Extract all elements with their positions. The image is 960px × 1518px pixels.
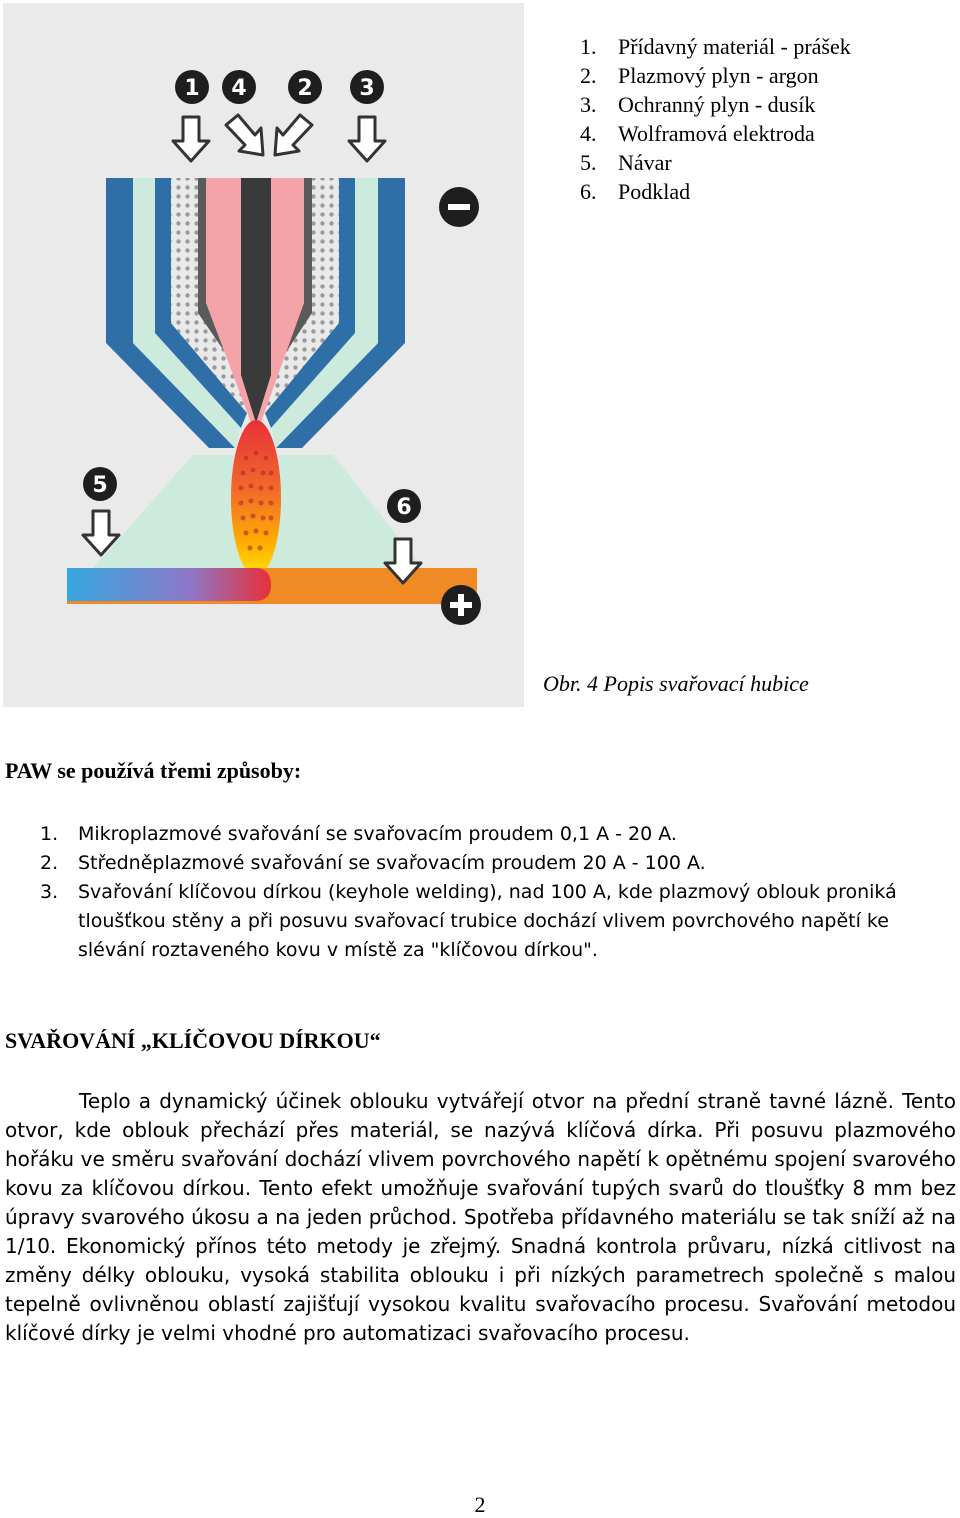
tungsten-electrode <box>241 178 271 423</box>
list-item: 3. Svařování klíčovou dírkou (keyhole welding), nad 100 A, kde plazmový oblouk proniká tloušťkou stěny a při posuvu svařovací trubice dochází vlivem povrchového napětí ke slévání roztaveného kovu v místě za "klíčovou dírkou". <box>40 881 897 961</box>
keyhole-paragraph: Teplo a dynamický účinek oblouku vytvářejí otvor na přední straně tavné lázně. Tento otvor, kde oblouk přechází přes materiál, se nazývá klíčová dírka. Při posuvu plazmového hořáku ve směru svařování dochází vlivem povrchového napětí k opětnému spojení svarového kovu za klíčovou dírkou. Tento efekt umožňuje svařování tupých svarů do tloušťky 8 mm bez úpravy svarového úkosu a na jeden průchod. Spotřeba přídavného materiálu se tak sníží až na 1/10. Ekonomický přínos této metody je zřejmý. Snadná kontrola průvaru, nízká citlivost na změny délky oblouku, vysoká stabilita oblouku i při nízkých parametrech společně s malou tepelně ovlivněnou oblastí zajišťují vysokou kvalitu svařovacího procesu. Svařování metodou klíčové dírky je velmi vhodné pro automatizaci svařovacího procesu. <box>5 1089 956 1345</box>
minus-pole-icon <box>439 187 479 227</box>
welding-nozzle-diagram <box>3 3 524 707</box>
paw-methods-list <box>40 820 940 965</box>
figure-caption: Obr. 4 Popis svařovací hubice <box>543 671 809 696</box>
legend-item: 1. Přídavný materiál - prášek <box>580 34 851 59</box>
paw-heading: PAW se používá třemi způsoby: <box>5 758 302 783</box>
marker-4 <box>222 70 256 104</box>
svg-text:4: 4 <box>231 76 247 101</box>
svg-text:5: 5 <box>92 473 108 498</box>
legend-item: 4. Wolframová elektroda <box>580 121 815 146</box>
legend-item: 2. Plazmový plyn - argon <box>580 63 819 88</box>
weld-bead <box>67 568 271 601</box>
svg-text:1: 1 <box>184 76 200 101</box>
list-item: 2. Středněplazmové svařování se svařovacím proudem 20 A - 100 A. <box>40 852 706 874</box>
page-number: 2 <box>474 1492 486 1517</box>
figure-legend <box>580 32 851 206</box>
plus-pole-icon <box>441 585 481 625</box>
marker-1 <box>175 70 209 104</box>
marker-3 <box>350 70 384 104</box>
legend-item: 6. Podklad <box>580 179 691 204</box>
marker-5 <box>83 467 117 501</box>
marker-2 <box>288 70 322 104</box>
marker-6 <box>387 489 421 523</box>
svg-text:6: 6 <box>396 495 412 520</box>
legend-item: 5. Návar <box>580 150 672 175</box>
legend-item: 3. Ochranný plyn - dusík <box>580 92 816 117</box>
list-item: 1. Mikroplazmové svařování se svařovacím proudem 0,1 A - 20 A. <box>40 823 677 845</box>
svg-text:2: 2 <box>297 76 313 101</box>
plasma-arc <box>231 420 281 576</box>
keyhole-heading: SVAŘOVÁNÍ „KLÍČOVOU DÍRKOU“ <box>5 1028 381 1053</box>
svg-text:3: 3 <box>359 76 375 101</box>
